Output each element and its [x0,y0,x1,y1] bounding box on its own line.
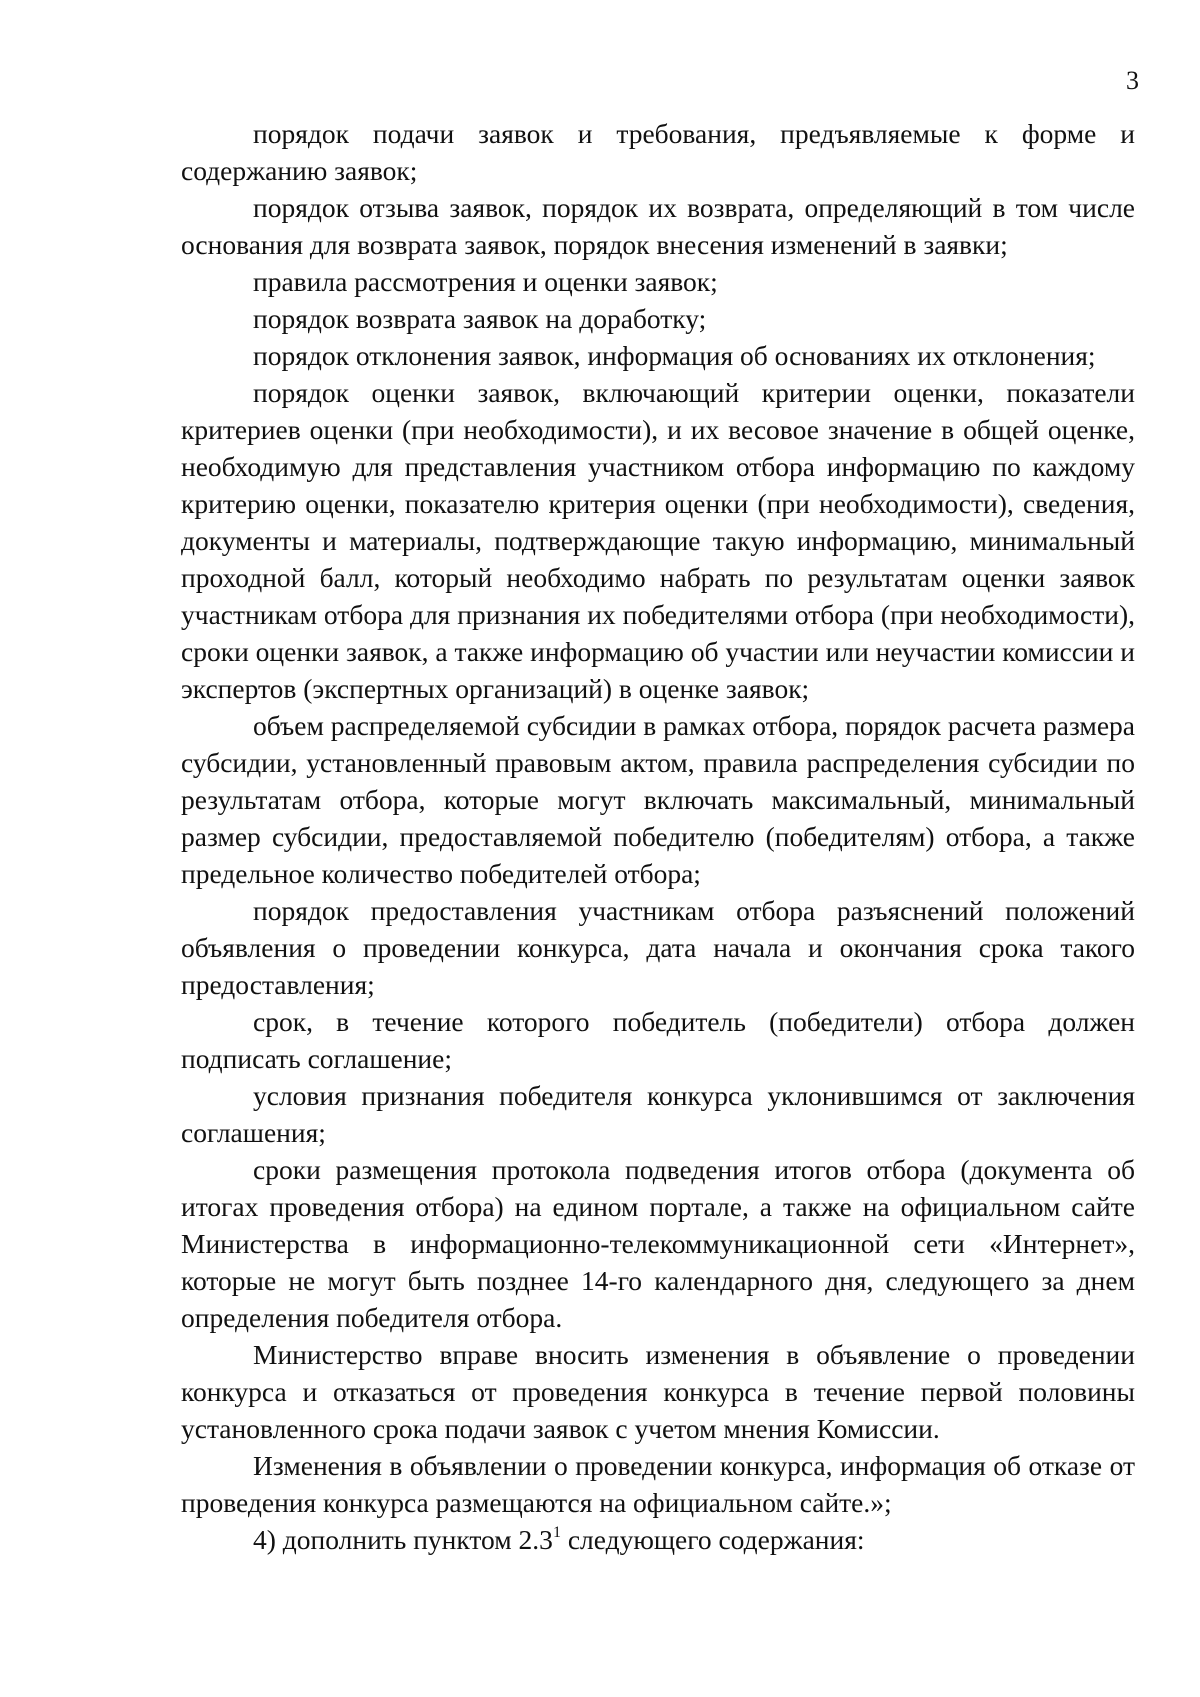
paragraph-add-clause [181,1521,1135,1558]
paragraph-ministry-right-to-change: Министерство вправе вносить изменения в объявление о проведении конкурса и отказаться от проведения конкурса в течение первой половины установленного срока подачи заявок с учетом мнения Комиссии. [181,1339,1135,1444]
paragraph-rejection-order: порядок отклонения заявок, информация об основаниях их отклонения; [253,340,1096,371]
clause-superscript: 1 [552,1523,561,1541]
page-number: 3 [1126,66,1139,95]
document-body [181,115,1135,1558]
paragraph-review-rules: правила рассмотрения и оценки заявок; [253,266,718,297]
paragraph-changes-publication: Изменения в объявлении о проведении конкурса, информация об отказе от проведения конкурса размещаются на официальном сайте.»; [181,1450,1135,1518]
paragraph-application-submission-order: порядок подачи заявок и требования, предъявляемые к форме и содержанию заявок; [181,118,1135,186]
paragraph-protocol-publication-terms: сроки размещения протокола подведения итогов отбора (документа об итогах проведения отбора) на едином портале, а также на официальном сайте Министерства в информационно-телекоммуникационной сети «Интернет», которые не могут быть позднее 14-го календарного дня, следующего за днем определения победителя отбора. [181,1154,1135,1333]
clause-text-after: следующего содержания: [560,1524,865,1555]
paragraph-winner-evasion-conditions: условия признания победителя конкурса уклонившимся от заключения соглашения; [181,1080,1135,1148]
clause-text-before: 4) дополнить пунктом 2.3 [253,1524,553,1555]
paragraph-clarifications-order: порядок предоставления участникам отбора разъяснений положений объявления о проведении конкурса, дата начала и окончания срока такого предоставления; [181,895,1135,1000]
paragraph-return-for-revision: порядок возврата заявок на доработку; [253,303,707,334]
paragraph-subsidy-volume: объем распределяемой субсидии в рамках отбора, порядок расчета размера субсидии, установленный правовым актом, правила распределения субсидии по результатам отбора, которые могут включать максимальный, минимальный размер субсидии, предоставляемой победителю (победителям) отбора, а также предельное количество победителей отбора; [181,710,1135,889]
paragraph-agreement-signing-term: срок, в течение которого победитель (победители) отбора должен подписать соглашение; [181,1006,1135,1074]
paragraph-application-withdrawal-order: порядок отзыва заявок, порядок их возврата, определяющий в том числе основания для возврата заявок, порядок внесения изменений в заявки; [181,192,1135,260]
paragraph-evaluation-order: порядок оценки заявок, включающий критерии оценки, показатели критериев оценки (при необходимости), и их весовое значение в общей оценке, необходимую для представления участником отбора информацию по каждому критерию оценки, показателю критерия оценки (при необходимости), сведения, документы и материалы, подтверждающие такую информацию, минимальный проходной балл, который необходимо набрать по результатам оценки заявок участникам отбора для признания их победителями отбора (при необходимости), сроки оценки заявок, а также информацию об участии или неучастии комиссии и экспертов (экспертных организаций) в оценке заявок; [181,377,1135,704]
